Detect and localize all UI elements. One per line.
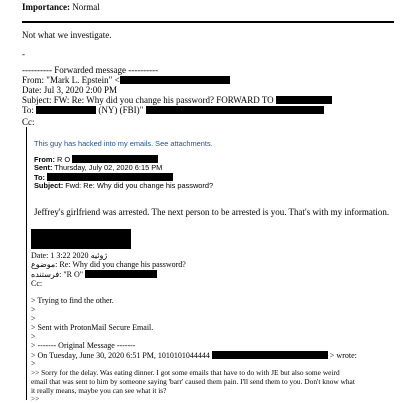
quote-line: > — [31, 359, 36, 368]
quoted-from-value: R O — [57, 155, 71, 164]
importance-label: Importance: — [22, 2, 70, 12]
forward-subject-value: FW: Re: Why did you change his password? FORWARD TO — [53, 95, 274, 105]
quote-line: > ------- Original Message ------- — [31, 341, 136, 350]
redaction — [36, 106, 96, 114]
inner-subject-label: موضوع: — [31, 260, 58, 269]
redaction — [31, 229, 131, 249]
inner-from-value: "R O" — [63, 270, 84, 279]
redaction — [47, 173, 173, 181]
redaction — [85, 270, 157, 278]
forward-subject-label: Subject: — [22, 95, 52, 105]
original-line-prefix: > On Tuesday, June 30, 2020 6:51 PM, 1010101044444 — [31, 351, 210, 360]
original-line-suffix: > wrote: — [329, 351, 357, 360]
quoted-subject-value: Fwd: Re: Why did you change his password? — [65, 181, 214, 190]
inner-subject-value: Re: Why did you change his password? — [59, 260, 186, 269]
quote-line: > — [31, 314, 36, 323]
forward-cc: Cc: — [22, 117, 35, 127]
quote-line: > — [31, 305, 36, 314]
inner-from-label: فرستنده: — [31, 270, 62, 279]
quote-line: >> Sorry for the delay. Was eating dinner. I got some emails that have to do with JE but also some weird — [31, 368, 340, 377]
redaction — [72, 155, 158, 163]
reply-note: Not what we investigate. — [22, 30, 112, 40]
original-message-line — [31, 351, 357, 360]
quoted-to-label: To: — [34, 173, 45, 182]
quote-line: it really means, maybe you can see what it is? — [31, 386, 167, 395]
quote-bar — [26, 127, 27, 400]
forward-subject — [22, 96, 332, 105]
quoted-subject-label: Subject: — [34, 181, 64, 190]
importance-value: Normal — [72, 2, 100, 12]
forward-from — [22, 76, 230, 85]
body-text: Jeffrey's girlfriend was arrested. The next person to be arrested is you. That's with my information. — [34, 207, 390, 217]
header-divider — [22, 21, 394, 23]
forward-separator: ---------- Forwarded message ---------- — [22, 65, 159, 75]
inner-cc: Cc: — [31, 279, 43, 288]
forward-from-label: From: — [22, 75, 45, 85]
inner-from — [31, 270, 157, 279]
redaction — [276, 96, 332, 104]
importance-line — [22, 3, 100, 12]
dash-line: - — [22, 49, 25, 59]
quote-line: >> — [31, 394, 40, 403]
forward-from-value: "Mark L. Epstein" < — [46, 75, 120, 85]
quoted-sent-value: Thursday, July 02, 2020 6:15 PM — [54, 163, 163, 172]
quoted-from-label: From: — [34, 155, 55, 164]
quote-line: email that was sent to him by someone saying 'barr' caused them pain. I'll send them to you. Don't know what — [31, 377, 355, 386]
quoted-sent — [34, 164, 162, 171]
inner-subject — [31, 261, 186, 269]
quote-line: > Sent with ProtonMail Secure Email. — [31, 323, 154, 332]
forward-to-label: To: — [22, 105, 34, 115]
forward-to-value: (NY) (FBI)" — [98, 105, 144, 115]
forward-to — [22, 106, 324, 115]
forward-date-label: Date: — [22, 85, 42, 95]
inner-date-value: 1 3:22 2020 ژوئیه — [50, 251, 108, 260]
quote-line: > Trying to find the other. — [31, 296, 114, 305]
redaction — [146, 106, 324, 114]
forward-date-value: Jul 3, 2020 2:00 PM — [43, 85, 118, 95]
quoted-sent-label: Sent: — [34, 163, 53, 172]
quote-line: > — [31, 332, 36, 341]
quoted-subject — [34, 182, 213, 189]
inner-date — [31, 252, 107, 260]
redaction — [212, 351, 328, 359]
hacked-note: This guy has hacked into my emails. See attachments. — [34, 139, 213, 148]
inner-date-label: Date: — [31, 251, 49, 260]
forward-date — [22, 86, 117, 95]
redaction — [120, 76, 230, 84]
